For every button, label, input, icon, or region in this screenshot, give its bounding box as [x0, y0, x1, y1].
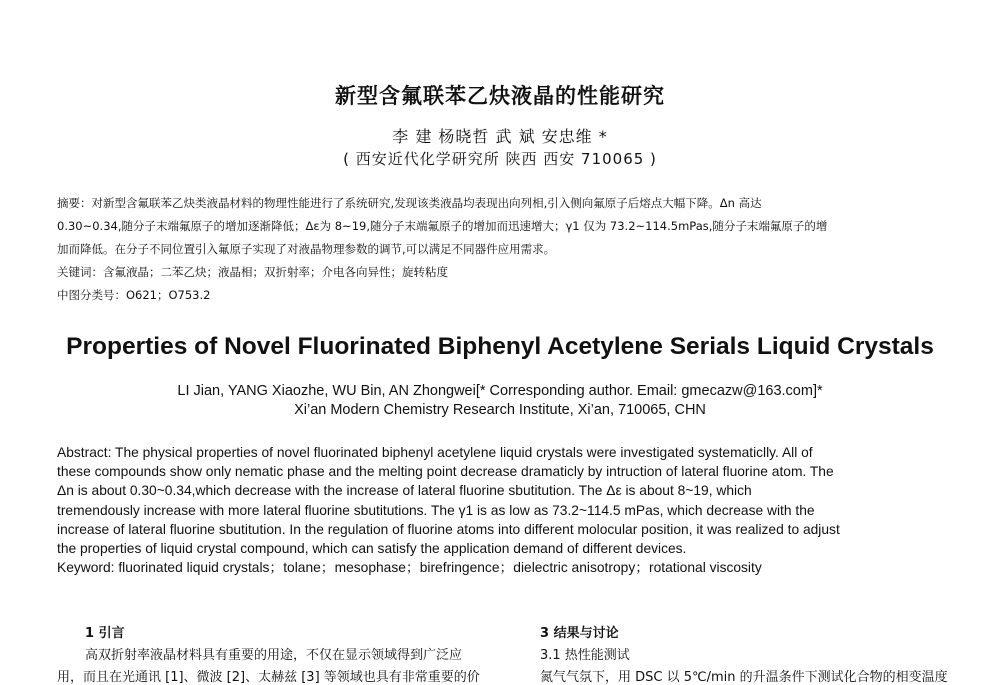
english-abstract [57, 443, 937, 577]
chinese-title: 新型含氟联苯乙炔液晶的性能研究 [335, 84, 665, 108]
english-title: Properties of Novel Fluorinated Biphenyl Acetylene Serials Liquid Crystals [66, 333, 934, 360]
chinese-abstract [57, 192, 947, 307]
english-abstract-line: Abstract: The physical properties of novel fluorinated biphenyl acetylene liquid crystals were investigated systematiclly. All of [57, 445, 813, 460]
english-authors: LI Jian, YANG Xiaozhe, WU Bin, AN Zhongwei[* Corresponding author. Email: gmecazw@163.com]* [177, 383, 823, 399]
chinese-abstract-line: 摘要：对新型含氟联苯乙炔类液晶材料的物理性能进行了系统研究,发现该类液晶均表现出向列相,引入侧向氟原子后熔点大幅下降。Δn 高达 [57, 196, 762, 210]
english-abstract-line: Δn is about 0.30~0.34,which decrease with the increase of lateral fluorine sbutitution. The Δε is about 8~19, which [57, 483, 752, 499]
chinese-abstract-line: 加而降低。在分子不同位置引入氟原子实现了对液晶物理参数的调节,可以满足不同器件应用需求。 [57, 242, 556, 256]
english-keywords: Keyword: fluorinated liquid crystals；tolane；mesophase；birefringence；dielectric anisotropy；rotational viscosity [57, 560, 762, 576]
english-abstract-line: these compounds show only nematic phase and the melting point decrease dramaticly by intruction of lateral fluorine atom. The [57, 464, 834, 480]
section-1-heading: 1 引言 [85, 626, 125, 641]
section-3-1-heading: 3.1 热性能测试 [540, 648, 630, 663]
section-3-text-line: 氮气气氛下，用 DSC 以 5℃/min 的升温条件下测试化合物的相变温度 [540, 670, 948, 685]
chinese-abstract-line: 0.30~0.34,随分子末端氟原子的增加逐渐降低；Δε为 8~19,随分子末端氟原子的增加而迅速增大；γ1 仅为 73.2~114.5mPas,随分子末端氟原子的增 [57, 219, 828, 233]
chinese-affiliation: ( 西安近代化学研究所 陕西 西安 710065 ) [343, 150, 657, 168]
chinese-keywords: 关键词：含氟液晶；二苯乙炔；液晶相；双折射率；介电各向异性；旋转粘度 [57, 265, 448, 279]
section-3-heading: 3 结果与讨论 [540, 626, 619, 641]
chinese-authors: 李 建 杨晓哲 武 斌 安忠维 * [392, 127, 608, 146]
section-1-text-line: 用，而且在光通讯 [1]、微波 [2]、太赫兹 [3] 等领域也具有非常重要的价 [57, 670, 480, 685]
english-abstract-line: the properties of liquid crystal compound, which can satisfy the application demand of different devices. [57, 541, 687, 557]
english-abstract-line: increase of lateral fluorine sbutitution. In the regulation of fluorine atoms into different molocular position, it was realized to adjust [57, 521, 840, 537]
section-1-text-line: 高双折射率液晶材料具有重要的用途，不仅在显示领域得到广泛应 [85, 648, 463, 663]
english-abstract-line: tremendously increase with more lateral fluorine sbutitutions. The γ1 is as low as 73.2~114.5 mPas, which decrease with the [57, 502, 815, 518]
chinese-classification: 中图分类号：O621；O753.2 [57, 288, 211, 302]
english-affiliation: Xi’an Modern Chemistry Research Institute, Xi’an, 710065, CHN [294, 402, 706, 418]
